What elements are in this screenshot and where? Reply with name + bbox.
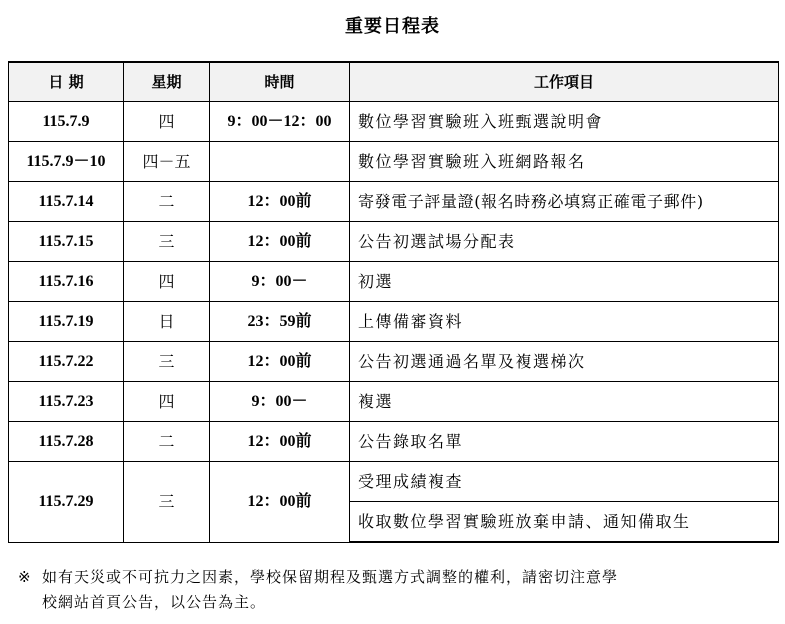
header-task: 工作項目	[350, 62, 779, 102]
row-time	[210, 142, 350, 182]
table-row	[9, 142, 779, 182]
row-weekday: 四	[124, 262, 210, 302]
row-weekday: 四－五	[124, 142, 210, 182]
row-task: 公告錄取名單	[350, 422, 779, 462]
row-weekday: 四	[124, 382, 210, 422]
footnote-line-1: 如有天災或不可抗力之因素，學校保留期程及甄選方式調整的權利，請密切注意學	[42, 568, 619, 586]
table-row	[9, 342, 779, 382]
row-task: 公告初選試場分配表	[350, 222, 779, 262]
row-time: 12：00前	[210, 342, 350, 382]
reference-mark: ※	[18, 568, 32, 586]
row-task: 公告初選通過名單及複選梯次	[350, 342, 779, 382]
row-date: 115.7.19	[9, 302, 124, 342]
row-date: 115.7.29	[9, 462, 124, 543]
row-date: 115.7.22	[9, 342, 124, 382]
table-row	[9, 422, 779, 462]
row-weekday: 二	[124, 422, 210, 462]
row-weekday: 三	[124, 342, 210, 382]
row-time: 12：00前	[210, 222, 350, 262]
row-date: 115.7.15	[9, 222, 124, 262]
row-task: 收取數位學習實驗班放棄申請、通知備取生	[350, 502, 779, 543]
schedule-table	[8, 61, 779, 543]
row-time: 9：00－	[210, 262, 350, 302]
table-row	[9, 382, 779, 422]
table-row	[9, 182, 779, 222]
row-weekday: 四	[124, 102, 210, 142]
header-date: 日 期	[9, 62, 124, 102]
row-date: 115.7.28	[9, 422, 124, 462]
row-date: 115.7.16	[9, 262, 124, 302]
table-row	[9, 302, 779, 342]
row-weekday: 日	[124, 302, 210, 342]
row-time: 9：00－12：00	[210, 102, 350, 142]
table-row	[9, 102, 779, 142]
header-time: 時間	[210, 62, 350, 102]
footnote	[18, 565, 773, 615]
row-task: 初選	[350, 262, 779, 302]
row-task: 受理成績複查	[350, 462, 779, 502]
row-date: 115.7.23	[9, 382, 124, 422]
row-task: 數位學習實驗班入班網路報名	[350, 142, 779, 182]
row-weekday: 三	[124, 222, 210, 262]
row-task: 複選	[350, 382, 779, 422]
page-title: 重要日程表	[345, 16, 440, 37]
row-time: 9：00－	[210, 382, 350, 422]
row-weekday: 二	[124, 182, 210, 222]
row-weekday: 三	[124, 462, 210, 543]
table-row	[9, 262, 779, 302]
table-row	[9, 462, 779, 502]
table-row	[9, 222, 779, 262]
row-time: 12：00前	[210, 182, 350, 222]
footnote-line-2: 校網站首頁公告，以公告為主。	[42, 593, 267, 611]
row-time: 12：00前	[210, 462, 350, 543]
row-task: 寄發電子評量證(報名時務必填寫正確電子郵件)	[350, 182, 779, 222]
row-task: 上傳備審資料	[350, 302, 779, 342]
row-date: 115.7.14	[9, 182, 124, 222]
header-weekday: 星期	[124, 62, 210, 102]
row-date: 115.7.9	[9, 102, 124, 142]
row-task: 數位學習實驗班入班甄選說明會	[350, 102, 779, 142]
table-header-row	[9, 62, 779, 102]
row-time: 12：00前	[210, 422, 350, 462]
row-time: 23：59前	[210, 302, 350, 342]
row-date: 115.7.9－10	[9, 142, 124, 182]
